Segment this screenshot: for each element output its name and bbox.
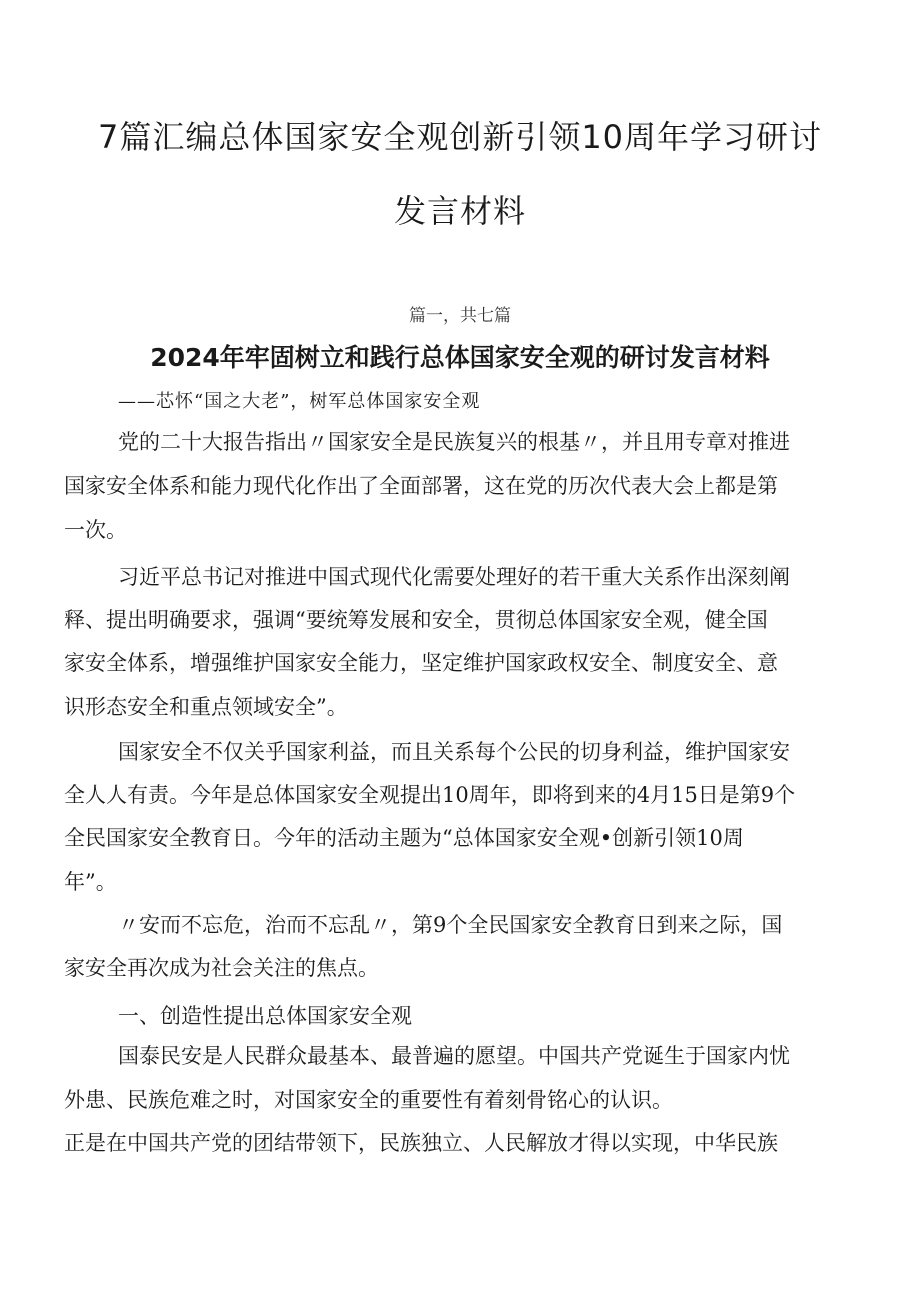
body-line: 外患、民族危难之时，对国家安全的重要性有着刻骨铭心的认识。	[64, 1088, 673, 1112]
body-line: 家安全体系，增强维护国家安全能力，坚定维护国家政权安全、制度安全、意	[64, 651, 778, 675]
document-title-line-1: 7篇汇编总体国家安全观创新引领10周年学习研讨	[97, 118, 823, 156]
part-label: 篇一，共七篇	[409, 306, 511, 326]
document-title-line-2: 发言材料	[393, 192, 526, 230]
body-line: 年”。	[64, 870, 117, 894]
body-line: 全人人有责。今年是总体国家安全观提出10周年，即将到来的4月15日是第9个	[64, 783, 796, 807]
body-line: 释、提出明确要求，强调“要统筹发展和安全，贯彻总体国家安全观，健全国	[64, 608, 768, 632]
article-title: 2024年牢固树立和践行总体国家安全观的研讨发言材料	[150, 343, 770, 372]
section-heading: 一、创造性提出总体国家安全观	[118, 1004, 412, 1028]
body-line: 党的二十大报告指出〃国家安全是民族复兴的根基〃，并且用专章对推进	[118, 430, 790, 454]
body-line: 家安全再次成为社会关注的焦点。	[64, 956, 379, 980]
article-subtitle: ——芯怀“国之大老”，树军总体国家安全观	[118, 391, 481, 412]
body-line: 识形态安全和重点领域安全”。	[64, 695, 348, 719]
body-line: 全民国家安全教育日。今年的活动主题为“总体国家安全观•创新引领10周	[64, 826, 744, 850]
body-line: 〃安而不忘危，治而不忘乱〃，第9个全民国家安全教育日到来之际，国	[118, 913, 783, 937]
body-line: 习近平总书记对推进中国式现代化需要处理好的若干重大关系作出深刻阐	[118, 565, 790, 589]
body-line: 一次。	[64, 518, 127, 542]
body-line: 国家安全不仅关乎国家利益，而且关系每个公民的切身利益，维护国家安	[118, 740, 790, 764]
body-line: 正是在中国共产党的团结带领下，民族独立、人民解放才得以实现，中华民族	[64, 1131, 778, 1155]
body-line: 国家安全体系和能力现代化作出了全面部署，这在党的历次代表大会上都是第	[64, 474, 778, 498]
body-line: 国泰民安是人民群众最基本、最普遍的愿望。中国共产党诞生于国家内忧	[118, 1044, 790, 1068]
